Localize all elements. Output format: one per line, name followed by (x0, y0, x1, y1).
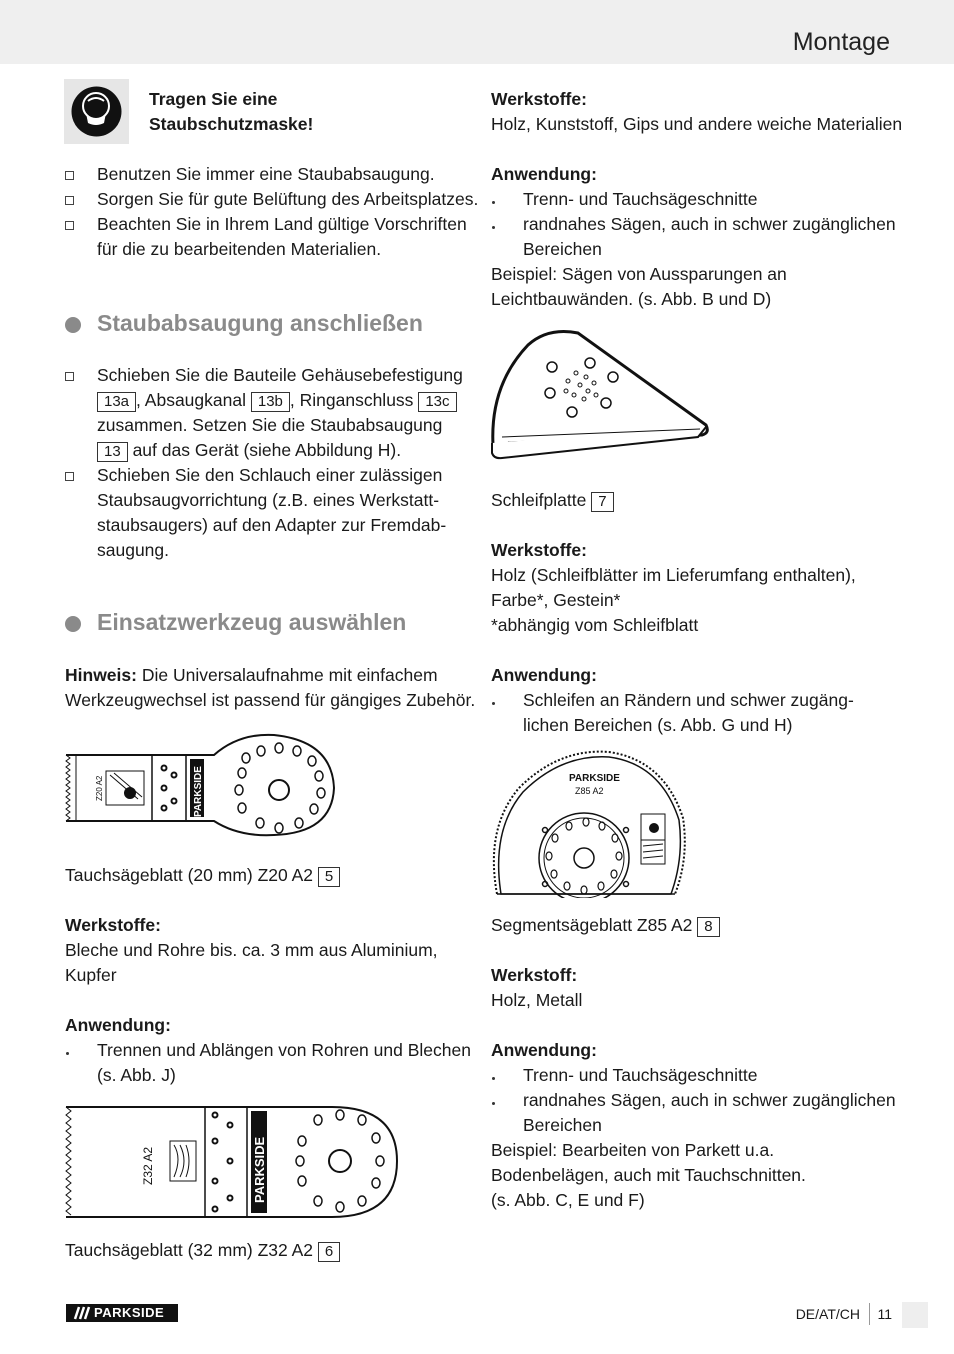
materials-text: Kupfer (65, 965, 117, 985)
use-label: Anwendung: (491, 1040, 597, 1060)
hint-text: Die Universalaufnahme mit einfachem (141, 665, 438, 685)
segment-blade-illustration (489, 748, 689, 898)
blade-z32-brand: PARKSIDE (252, 1136, 267, 1203)
page-header (0, 0, 954, 64)
blade-z32-code: Z32 A2 (141, 1146, 155, 1185)
list-bullet (66, 1052, 69, 1055)
list-item: Benutzen Sie immer eine Staubabsaugung. (97, 164, 435, 184)
part-ref-5: 5 (318, 867, 340, 887)
materials-text: Holz, Kunststoff, Gips und andere weiche Materialien (491, 114, 903, 134)
footer-tab (902, 1302, 928, 1328)
list-item: saugung. (97, 540, 170, 560)
part-ref-7: 7 (591, 492, 613, 512)
list-item: für die zu bearbeitenden Materialien. (97, 239, 382, 259)
section-title-dust-extraction: Staubabsaugung anschließen (97, 310, 423, 336)
segment-blade-caption: Segmentsägeblatt Z85 A2 (491, 915, 693, 935)
list-bullet (492, 1102, 495, 1105)
blade-z20-brand: PARKSIDE (193, 766, 204, 817)
list-item: Schieben Sie den Schlauch einer zulässigen (97, 465, 443, 485)
part-ref-6: 6 (318, 1242, 340, 1262)
blade-z20-code: Z20 A2 (95, 775, 104, 801)
example-text: Beispiel: Bearbeiten von Parkett u.a. (491, 1140, 775, 1160)
materials-text: *abhängig vom Schleifblatt (491, 615, 699, 635)
use-label: Anwendung: (65, 1015, 171, 1035)
list-item: zusammen. Setzen Sie die Staubabsaugung (97, 415, 443, 435)
use-label: Anwendung: (491, 164, 597, 184)
list-bullet (65, 372, 74, 381)
mask-warning-icon (64, 79, 129, 144)
list-bullet (492, 201, 495, 204)
blade-z32-caption: Tauchsägeblatt (32 mm) Z32 A2 (65, 1240, 314, 1260)
section-title-tool-selection: Einsatzwerkzeug auswählen (97, 609, 407, 635)
sanding-plate-illustration (488, 325, 713, 465)
footer-divider (869, 1303, 870, 1325)
part-ref-13b: 13b (251, 392, 290, 412)
section-bullet (65, 317, 81, 333)
segment-code: Z85 A2 (575, 786, 604, 796)
materials-text: Bleche und Rohre bis. ca. 3 mm aus Aluminium, (65, 940, 438, 960)
footer-language: DE/AT/CH (795, 1306, 860, 1322)
part-ref-8: 8 (697, 917, 719, 937)
materials-label: Werkstoffe: (491, 540, 587, 560)
use-text: Bereichen (523, 1115, 602, 1135)
blade-z20-caption: Tauchsägeblatt (20 mm) Z20 A2 (65, 865, 314, 885)
list-bullet (65, 196, 74, 205)
use-text: Trennen und Ablängen von Rohren und Blechen (97, 1040, 471, 1060)
example-text: Leichtbauwänden. (s. Abb. B und D) (491, 289, 772, 309)
use-text: Bereichen (523, 239, 602, 259)
materials-text: Holz, Metall (491, 990, 583, 1010)
blade-z32-illustration (62, 1103, 402, 1223)
part-ref-13c: 13c (418, 392, 456, 412)
example-text: Beispiel: Sägen von Aussparungen an (491, 264, 787, 284)
materials-label: Werkstoff: (491, 965, 578, 985)
use-text: Schleifen an Rändern und schwer zugäng- (523, 690, 854, 710)
list-item: staubsaugers) auf den Adapter zur Fremdab- (97, 515, 447, 535)
page-number: 11 (877, 1306, 892, 1322)
list-item: Schieben Sie die Bauteile Gehäusebefestigung (97, 365, 463, 385)
list-bullet (492, 1077, 495, 1080)
use-label: Anwendung: (491, 665, 597, 685)
list-item: Staubsaugvorrichtung (z.B. eines Werkstatt- (97, 490, 440, 510)
list-bullet (492, 226, 495, 229)
segment-brand: PARKSIDE (569, 773, 620, 784)
footer-brand: PARKSIDE (94, 1305, 165, 1320)
hint-label: Hinweis: (65, 665, 137, 685)
brand-logo (66, 1304, 178, 1322)
list-item: Sorgen Sie für gute Belüftung des Arbeitsplatzes. (97, 189, 479, 209)
list-bullet (65, 171, 74, 180)
use-text: lichen Bereichen (s. Abb. G und H) (523, 715, 793, 735)
section-bullet (65, 616, 81, 632)
materials-label: Werkstoffe: (491, 89, 587, 109)
page-title: Montage (792, 28, 890, 56)
use-text: randnahes Sägen, auch in schwer zugänglichen (523, 214, 896, 234)
list-item: Beachten Sie in Ihrem Land gültige Vorschriften (97, 214, 467, 234)
list-bullet (65, 472, 74, 481)
use-text: Trenn- und Tauchsägeschnitte (523, 189, 758, 209)
hint-text: Werkzeugwechsel ist passend für gängiges Zubehör. (65, 690, 476, 710)
list-item: 13a , Absaugkanal 13b , Ringanschluss 13c (97, 388, 463, 413)
blade-z20-illustration (64, 733, 339, 838)
list-bullet (65, 221, 74, 230)
sanding-plate-caption: Schleifplatte (491, 490, 587, 510)
list-item: 13 auf das Gerät (siehe Abbildung H). (97, 438, 463, 463)
use-text: (s. Abb. J) (97, 1065, 176, 1085)
example-text: Bodenbelägen, auch mit Tauchschnitten. (491, 1165, 806, 1185)
part-ref-13a: 13a (97, 392, 136, 412)
mask-text-line2: Staubschutzmaske! (149, 114, 314, 134)
materials-text: Farbe*, Gestein* (491, 590, 621, 610)
use-text: randnahes Sägen, auch in schwer zugänglichen (523, 1090, 896, 1110)
mask-text-line1: Tragen Sie eine (149, 89, 278, 109)
materials-label: Werkstoffe: (65, 915, 161, 935)
part-ref-13: 13 (97, 442, 128, 462)
materials-text: Holz (Schleifblätter im Lieferumfang enthalten), (491, 565, 856, 585)
example-text: (s. Abb. C, E und F) (491, 1190, 645, 1210)
list-bullet (492, 702, 495, 705)
use-text: Trenn- und Tauchsägeschnitte (523, 1065, 758, 1085)
